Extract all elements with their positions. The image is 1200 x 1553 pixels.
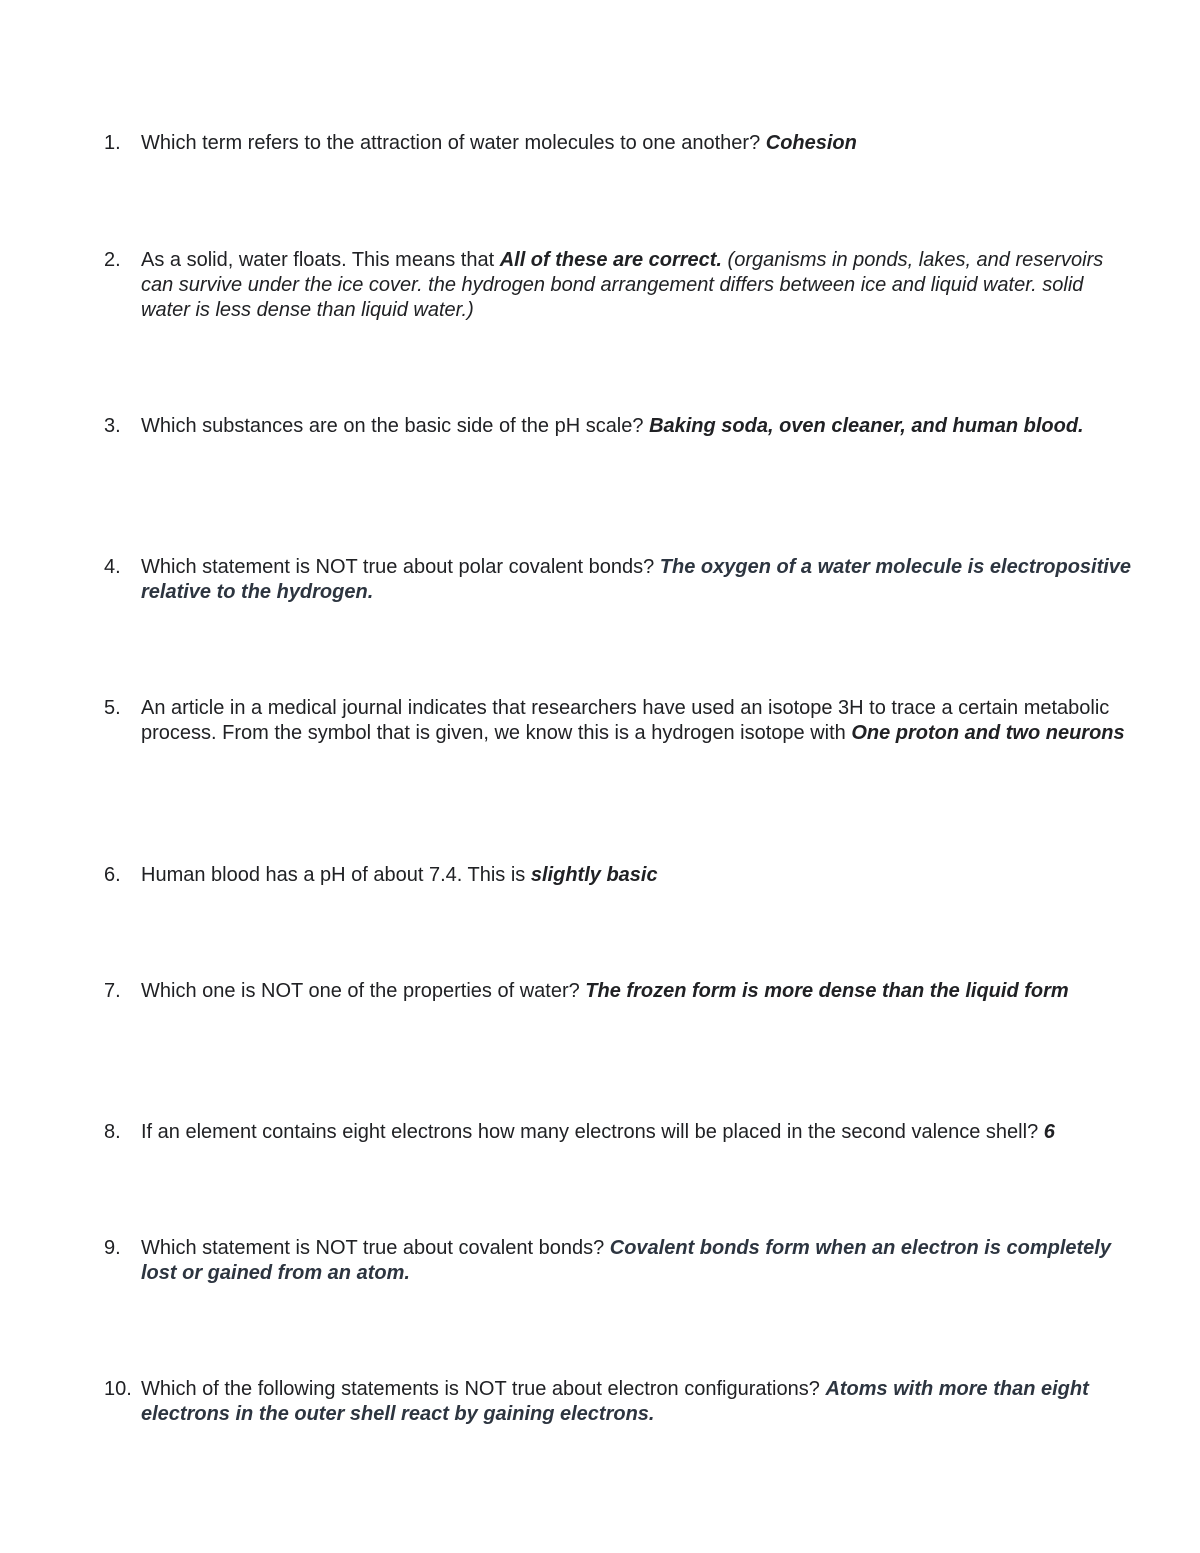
question-body bbox=[141, 863, 1134, 888]
question-text: Which substances are on the basic side of the pH scale? bbox=[141, 415, 650, 437]
question-number: 4. bbox=[104, 556, 121, 578]
question-body bbox=[141, 555, 1134, 605]
question-body bbox=[141, 248, 1134, 323]
answer-text: All of these are correct. bbox=[499, 249, 722, 271]
question-body bbox=[141, 696, 1134, 746]
question-number: 2. bbox=[104, 249, 121, 271]
question-body bbox=[141, 979, 1134, 1004]
question-number: 8. bbox=[104, 1121, 121, 1143]
question-text: Which one is NOT one of the properties of water? bbox=[141, 980, 586, 1002]
answer-note: (organisms in ponds, lakes, and reservoirs can survive under the ice cover. the hydrogen bond arrangement differs between ice and liquid water. solid water is less dense than liquid water.) bbox=[141, 249, 1104, 321]
question-body bbox=[141, 1120, 1134, 1145]
question-item-4 bbox=[104, 555, 1134, 605]
question-text: Which of the following statements is NOT true about electron configurations? bbox=[141, 1378, 826, 1400]
answer-text: The frozen form is more dense than the liquid form bbox=[585, 980, 1069, 1002]
question-item-7 bbox=[104, 979, 1134, 1004]
question-number: 5. bbox=[104, 697, 121, 719]
question-text: An article in a medical journal indicates that researchers have used an isotope 3H to trace a certain metabolic process. From the symbol that is given, we know this is a hydrogen isotope with bbox=[141, 697, 1110, 744]
answer-text: Atoms with more than eight electrons in the outer shell react by gaining electrons. bbox=[141, 1378, 1089, 1425]
question-text: If an element contains eight electrons how many electrons will be placed in the second valence shell? bbox=[141, 1121, 1044, 1143]
question-number: 6. bbox=[104, 864, 121, 886]
question-text: Which term refers to the attraction of water molecules to one another? bbox=[141, 132, 766, 154]
question-number: 7. bbox=[104, 980, 121, 1002]
question-item-2 bbox=[104, 248, 1134, 323]
question-item-9 bbox=[104, 1236, 1134, 1286]
answer-text: Baking soda, oven cleaner, and human blood. bbox=[649, 415, 1084, 437]
answer-text: The oxygen of a water molecule is electropositive relative to the hydrogen. bbox=[141, 556, 1132, 603]
question-item-3 bbox=[104, 414, 1134, 439]
question-number: 1. bbox=[104, 132, 121, 154]
question-body bbox=[141, 1377, 1134, 1427]
question-body bbox=[141, 1236, 1134, 1286]
answer-text: slightly basic bbox=[530, 864, 658, 886]
question-body bbox=[141, 131, 1134, 156]
question-body bbox=[141, 414, 1134, 439]
question-text: As a solid, water floats. This means that bbox=[141, 249, 500, 271]
question-item-10 bbox=[104, 1377, 1134, 1427]
question-text: Which statement is NOT true about covalent bonds? bbox=[141, 1237, 610, 1259]
question-text: Which statement is NOT true about polar covalent bonds? bbox=[141, 556, 660, 578]
question-item-1 bbox=[104, 131, 1134, 156]
question-item-8 bbox=[104, 1120, 1134, 1145]
question-number: 9. bbox=[104, 1237, 121, 1259]
question-text: Human blood has a pH of about 7.4. This is bbox=[141, 864, 531, 886]
question-number: 10. bbox=[104, 1378, 132, 1400]
answer-text: Covalent bonds form when an electron is completely lost or gained from an atom. bbox=[141, 1237, 1111, 1284]
answer-text: Cohesion bbox=[765, 132, 857, 154]
question-number: 3. bbox=[104, 415, 121, 437]
answer-text: One proton and two neurons bbox=[851, 722, 1125, 744]
question-item-6 bbox=[104, 863, 1134, 888]
answer-text: 6 bbox=[1043, 1121, 1055, 1143]
question-item-5 bbox=[104, 696, 1134, 746]
